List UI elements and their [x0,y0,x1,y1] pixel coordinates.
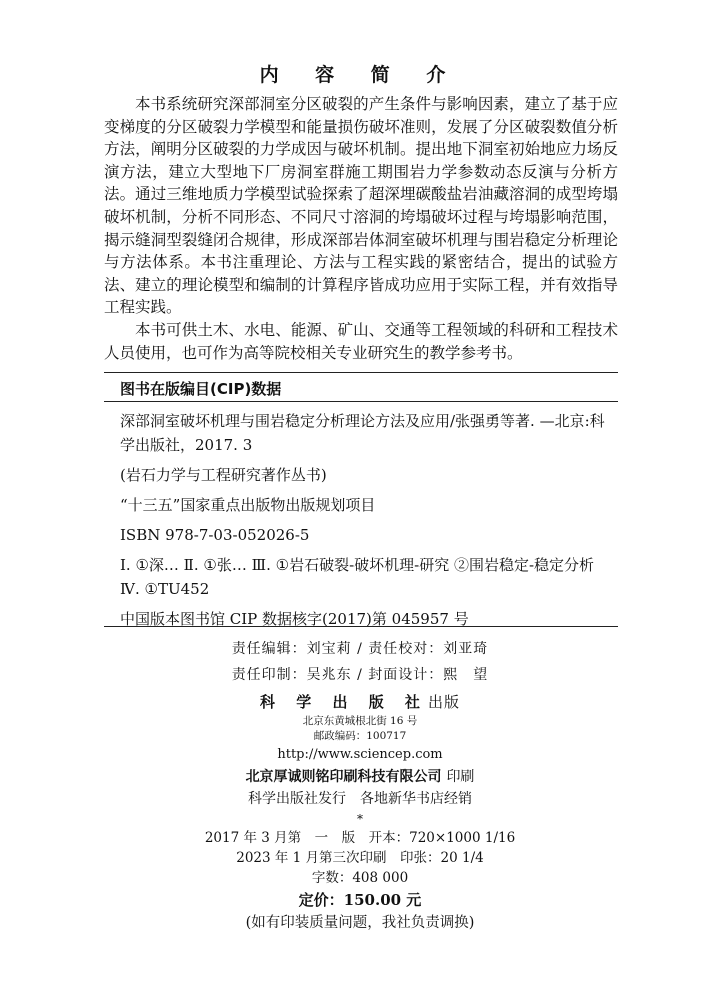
credits-line: 责任印制：吴兆东 / 封面设计：熙 望 [231,667,489,683]
printer-suffix: 印刷 [446,769,475,785]
credits-line: 责任编辑：刘宝莉 / 责任校对：刘亚琦 [231,641,489,657]
summary-paragraph: 本书系统研究深部洞室分区破裂的产生条件与影响因素，建立了基于应变梯度的分区破裂力学模型和能量损伤破坏准则，发展了分区破裂数值分析方法，阐明分区破裂的力学成因与破坏机制。提出地下洞室初始地应力场反演方法，建立大型地下厂房洞室群施工期围岩力学参数动态反演与分析方法。通过三维地质力学模型试验探索了超深埋碳酸盐岩油藏溶洞的成型垮塌破坏机制，分析不同形态、不同尺寸溶洞的垮塌破坏过程与垮塌影响范围，揭示缝洞型裂缝闭合规律，形成深部岩体洞室破坏机理与围岩稳定分析理论与方法体系。本书注重理论、方法与工程实践的紧密结合，提出的试验方法、建立的理论模型和编制的计算程序皆成功应用于实际工程，并有效指导工程实践。 [104,95,618,317]
section-divider [104,626,618,627]
editorial-credits [0,636,720,688]
cip-project-line: “十三五”国家重点出版物出版规划项目 [120,496,376,514]
publisher-address: 北京东黄城根北街 16 号 [302,715,418,727]
publisher-postcode: 邮政编码：100717 [313,730,407,742]
page-title: 内 容 简 介 [259,64,461,86]
cip-series-line: (岩石力学与工程研究著作丛书) [120,466,327,484]
cip-record-line: 中国版本图书馆 CIP 数据核字(2017)第 045957 号 [120,610,469,628]
publisher-name-text: 科 学 出 版 社 [260,693,428,711]
cip-title-line: 深部洞室破坏机理与围岩稳定分析理论方法及应用/张强勇等著. —北京:科学出版社，2017. 3 [120,412,605,454]
section-divider [104,401,618,402]
publisher-name-suffix: 出版 [427,693,460,711]
printing-line: 2023 年 1 月第三次印刷 印张：20 1/4 [236,850,484,866]
summary-paragraph: 本书可供土木、水电、能源、矿山、交通等工程领域的科研和工程技术人员使用，也可作为高等院校相关专业研究生的教学参考书。 [104,320,618,362]
section-divider [104,372,618,373]
printer-name [0,766,720,788]
cip-data-block [104,409,618,637]
publisher-name [0,690,720,714]
cip-classification-line: Ⅰ. ①深… Ⅱ. ①张… Ⅲ. ①岩石破裂-破坏机理-研究 ②围岩稳定-稳定分析 Ⅳ. ①TU452 [120,556,595,598]
content-summary [104,93,618,364]
cip-isbn-line: ISBN 978-7-03-052026-5 [120,526,310,544]
edition-line: 2017 年 3 月第 一 版 开本：720×1000 1/16 [204,830,516,846]
distribution-info: 科学出版社发行 各地新华书店经销 [248,791,472,807]
publisher-info [0,690,720,934]
publisher-url: http://www.sciencep.com [277,747,443,762]
price-line: 定价：150.00 元 [298,891,422,909]
word-count-line: 字数：408 000 [311,870,409,886]
separator-star: * [357,812,363,826]
cip-heading: 图书在版编目(CIP)数据 [120,380,282,398]
quality-note: (如有印装质量问题，我社负责调换) [245,915,475,931]
printer-name-text: 北京厚诚则铭印刷科技有限公司 [245,769,442,785]
